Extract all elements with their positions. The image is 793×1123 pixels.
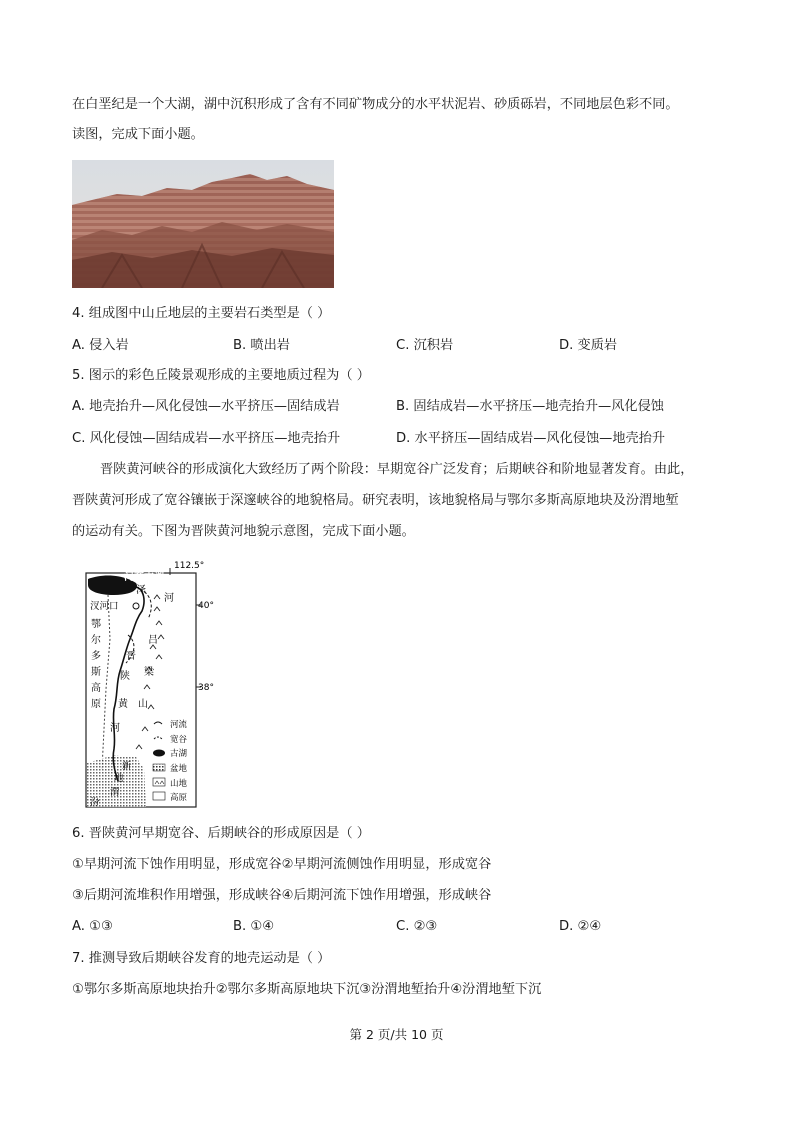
ordos-char-5: 高 <box>91 683 101 694</box>
shan-label: 陕 <box>120 671 130 682</box>
luliang-char-2: 梁 <box>144 667 154 678</box>
q4-option-d[interactable]: D. 变质岩 <box>559 338 618 353</box>
passage2-line-3: 的运动有关。下图为晋陕黄河地貌示意图，完成下面小题。 <box>72 524 415 539</box>
legend-wide-valley: 宽谷 <box>170 735 188 745</box>
jin-shaan-yellow-river-map <box>84 559 220 811</box>
river-char-he: 河 <box>110 723 120 734</box>
map-lat-40: 40° <box>198 601 214 611</box>
river-char-huang: 黄 <box>118 699 128 710</box>
q6-statements-1: ①早期河流下蚀作用明显，形成宽谷②早期河流侧蚀作用明显，形成宽谷 <box>72 857 492 872</box>
q4-option-a[interactable]: A. 侵入岩 <box>72 338 129 353</box>
di-label: 地 <box>114 773 124 784</box>
passage2-line-2: 晋陕黄河形成了宽谷镶嵌于深邃峡谷的地貌格局。研究表明，该地貌格局与鄂尔多斯高原地块及汾渭地堑 <box>72 493 679 508</box>
q6-option-a[interactable]: A. ①③ <box>72 919 113 934</box>
q4-stem: 4. 组成图中山丘地层的主要岩石类型是（ ） <box>72 306 331 321</box>
lake-label-ze: 泽 <box>136 585 146 596</box>
danxia-landscape-image <box>72 160 334 288</box>
xin-label: 新 <box>122 761 132 772</box>
q5-stem: 5. 图示的彩色丘陵景观形成的主要地质过程为（ ） <box>72 368 370 383</box>
ordos-char-4: 斯 <box>91 667 101 678</box>
page-number-footer: 第 2 页/共 10 页 <box>349 1027 444 1042</box>
map-lon-label: 112.5° <box>174 561 205 571</box>
q6-option-b[interactable]: B. ①④ <box>233 919 275 934</box>
q6-option-c[interactable]: C. ②③ <box>396 919 438 934</box>
q5-option-a[interactable]: A. 地壳抬升—风化侵蚀—水平挤压—固结成岩 <box>72 399 340 414</box>
q6-stem: 6. 晋陕黄河早期宽谷、后期峡谷的形成原因是（ ） <box>72 826 370 841</box>
intro-line-2: 读图，完成下面小题。 <box>72 127 204 142</box>
legend-mountain: 山地 <box>170 779 188 789</box>
ordos-char-6: 原 <box>91 699 101 710</box>
q5-option-b[interactable]: B. 固结成岩—水平挤压—地壳抬升—风化侵蚀 <box>396 399 664 414</box>
luliang-char-3: 山 <box>138 699 148 710</box>
luliang-char-1: 吕 <box>148 635 158 646</box>
passage2-line-1: 晋陕黄河峡谷的形成演化大致经历了两个阶段：早期宽谷广泛发育；后期峡谷和阶地显著发育。由此， <box>100 462 694 477</box>
q5-option-d[interactable]: D. 水平挤压—固结成岩—风化侵蚀—地壳抬升 <box>396 431 666 446</box>
map-lat-38: 38° <box>198 683 214 693</box>
q4-option-c[interactable]: C. 沉积岩 <box>396 338 454 353</box>
q4-option-b[interactable]: B. 喷出岩 <box>233 338 290 353</box>
ordos-char-2: 尔 <box>91 635 101 646</box>
legend-plateau: 高原 <box>170 793 188 803</box>
ordos-char-1: 鄂 <box>91 619 101 630</box>
intro-line-1: 在白垩纪是一个大湖，湖中沉积形成了含有不同矿物成分的水平状泥岩、砂质砾岩，不同地层色彩不同。 <box>72 97 679 112</box>
lake-label-hetao: 河套古湖 <box>124 572 164 583</box>
legend-ancient-lake: 古湖 <box>170 749 188 759</box>
jin-label: 晋 <box>126 651 136 662</box>
q6-option-d[interactable]: D. ②④ <box>559 919 602 934</box>
legend-basin: 盆地 <box>170 764 188 774</box>
q7-statements: ①鄂尔多斯高原地块抬升②鄂尔多斯高原地块下沉③汾渭地堑抬升④汾渭地堑下沉 <box>72 982 542 997</box>
ordos-char-3: 多 <box>91 651 101 662</box>
right-he-label: 河 <box>164 593 174 604</box>
fen-label: 汾 <box>90 797 100 808</box>
q5-option-c[interactable]: C. 风化侵蚀—固结成岩—水平挤压—地壳抬升 <box>72 431 341 446</box>
danxia-landscape-photo <box>72 160 334 288</box>
q7-stem: 7. 推测导致后期峡谷发育的地壳运动是（ ） <box>72 951 331 966</box>
wei-label: 渭 <box>110 787 120 798</box>
q6-statements-2: ③后期河流堆积作用增强，形成峡谷④后期河流下蚀作用增强，形成峡谷 <box>72 888 492 903</box>
legend-river: 河流 <box>170 720 188 730</box>
hekou-label: 汊河口 <box>90 601 119 612</box>
